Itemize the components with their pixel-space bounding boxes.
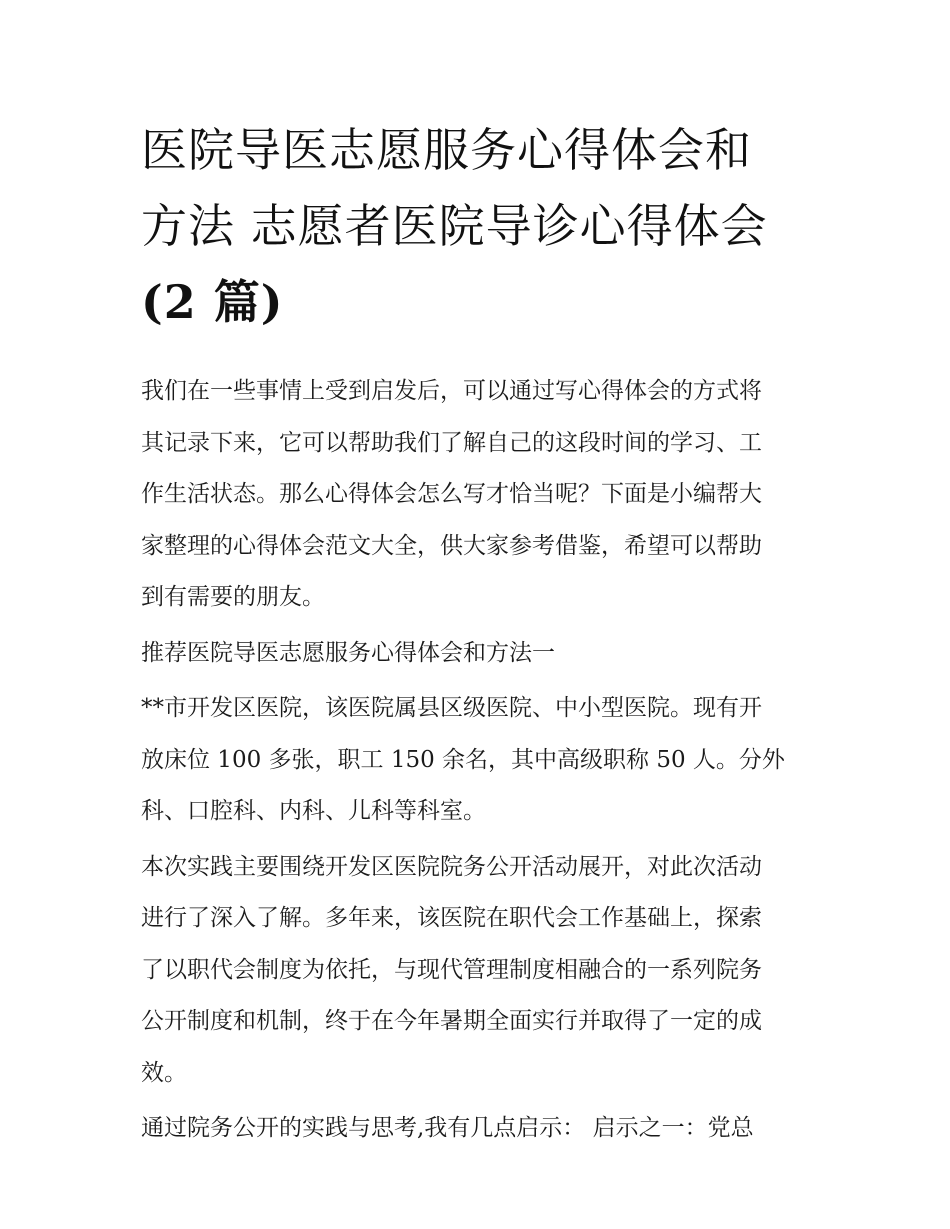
document-title bbox=[141, 112, 813, 340]
text-line: 本次实践主要围绕开发区医院院务公开活动展开，对此次活动 bbox=[141, 853, 762, 880]
text-line: 进行了深入了解。多年来，该医院在职代会工作基础上，探索 bbox=[141, 905, 762, 931]
text-line: 了以职代会制度为依托，与现代管理制度相融合的一系列院务 bbox=[141, 956, 762, 983]
text-line: 其记录下来，它可以帮助我们了解自己的这段时间的学习、工 bbox=[141, 429, 762, 456]
paragraph-intro bbox=[141, 366, 813, 624]
title-line-3: (2 篇) bbox=[141, 275, 284, 329]
text-line: 效。 bbox=[141, 1059, 187, 1086]
text-line: 公开制度和机制，终于在今年暑期全面实行并取得了一定的成 bbox=[141, 1008, 762, 1034]
text-line: 我们在一些事情上受到启发后，可以通过写心得体会的方式将 bbox=[141, 378, 762, 404]
text-line: 通过院务公开的实践与思考,我有几点启示： 启示之一：党总 bbox=[141, 1115, 754, 1141]
paragraph-insights bbox=[141, 1103, 813, 1155]
title-line-2: 方法 志愿者医院导诊心得体会 bbox=[141, 199, 768, 253]
text-line: 推荐医院导医志愿服务心得体会和方法一 bbox=[141, 639, 555, 666]
title-line-1: 医院导医志愿服务心得体会和 bbox=[141, 123, 752, 177]
text-line: 作生活状态。那么心得体会怎么写才恰当呢？下面是小编帮大 bbox=[141, 481, 762, 507]
text-line: 放床位 100 多张，职工 150 余名，其中高级职称 50 人。分外 bbox=[141, 746, 785, 773]
document-body bbox=[141, 366, 813, 1155]
paragraph-hospital-info bbox=[141, 683, 813, 838]
paragraph-practice bbox=[141, 842, 813, 1100]
text-line: 家整理的心得体会范文大全，供大家参考借鉴，希望可以帮助 bbox=[141, 532, 762, 559]
text-line: **市开发区医院，该医院属县区级医院、中小型医院。现有开 bbox=[141, 695, 762, 721]
text-line: 科、口腔科、内科、儿科等科室。 bbox=[141, 798, 486, 824]
document-page bbox=[141, 112, 813, 1159]
text-line: 到有需要的朋友。 bbox=[141, 584, 325, 610]
section-heading bbox=[141, 628, 813, 680]
